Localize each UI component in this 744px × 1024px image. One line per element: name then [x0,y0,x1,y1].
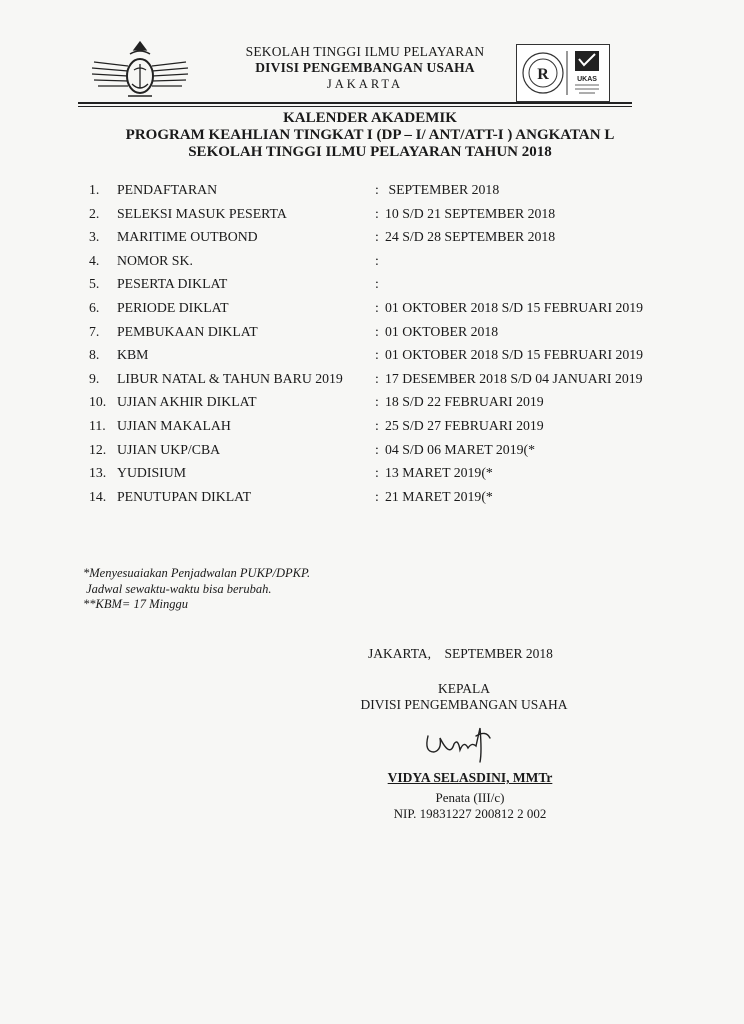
schedule-value: 13 MARET 2019(* [385,465,493,481]
svg-text:UKAS: UKAS [577,76,597,83]
schedule-label: UJIAN MAKALAH [117,417,231,433]
schedule-colon: : [375,182,379,197]
schedule-row [89,225,689,249]
schedule-label: MARITIME OUTBOND [117,229,258,245]
schedule-colon: : [375,323,379,339]
schedule-number: 4. [89,252,100,268]
schedule-number: 12. [89,441,107,457]
footnote-3: **KBM= 17 Minggu [83,597,188,611]
schedule-colon: : [375,276,379,292]
schedule-colon: : [375,252,379,268]
schedule-label: PENUTUPAN DIKLAT [117,488,252,504]
schedule-number: 14. [89,488,107,504]
schedule-value: 01 OKTOBER 2018 S/D 15 FEBRUARI 2019 [385,347,644,363]
position-title: KEPALA [437,681,490,696]
footnote-1: *Menyesuaiakan Penjadwalan PUKP/DPKP. [83,566,311,580]
schedule-value: 10 S/D 21 SEPTEMBER 2018 [385,205,556,221]
schedule-list [89,178,689,508]
schedule-colon: : [375,205,379,221]
position-division: DIVISI PENGEMBANGAN USAHA [360,697,568,712]
schedule-value: 24 S/D 28 SEPTEMBER 2018 [385,229,556,245]
schedule-row [89,320,689,344]
place-date: JAKARTA, SEPTEMBER 2018 [368,646,553,661]
schedule-label: SELEKSI MASUK PESERTA [117,205,287,221]
schedule-row [89,296,689,320]
city-name: JAKARTA [326,77,404,91]
schedule-colon: : [375,488,379,504]
schedule-row [89,343,689,367]
schedule-label: PESERTA DIKLAT [117,276,228,292]
schedule-row [89,485,689,509]
signatory-position [354,681,574,713]
schedule-colon: : [375,441,379,457]
institution-name: SEKOLAH TINGGI ILMU PELAYARAN [245,44,485,59]
header-rule-thin [78,106,632,107]
schedule-value: 18 S/D 22 FEBRUARI 2019 [385,394,544,410]
schedule-label: LIBUR NATAL & TAHUN BARU 2019 [117,370,343,386]
schedule-colon: : [375,299,379,315]
title-line-3: SEKOLAH TINGGI ILMU PELAYARAN TAHUN 2018 [188,144,552,160]
title-line-2: PROGRAM KEAHLIAN TINGKAT I (DP – I/ ANT/ATT-I ) ANGKATAN L [125,127,615,143]
schedule-row [89,390,689,414]
schedule-number: 11. [89,417,106,433]
schedule-row [89,367,689,391]
title-line-1: KALENDER AKADEMIK [283,110,457,126]
schedule-label: NOMOR SK. [117,252,193,268]
schedule-number: 9. [89,370,100,386]
signatory-nip: NIP. 19831227 200812 2 002 [393,806,547,821]
schedule-value: 04 S/D 06 MARET 2019(* [385,441,535,457]
schedule-label: PEMBUKAAN DIKLAT [117,323,258,339]
header-rule-thick [78,102,632,104]
schedule-colon: : [375,370,379,386]
document-title [70,110,670,161]
schedule-number: 2. [89,205,100,221]
schedule-value: 01 OKTOBER 2018 S/D 15 FEBRUARI 2019 [385,299,644,315]
schedule-label: PERIODE DIKLAT [117,299,229,315]
schedule-label: YUDISIUM [117,465,186,481]
footnote-2: Jadwal sewaktu-waktu bisa berubah. [83,581,272,596]
schedule-number: 6. [89,299,100,315]
signatory-rank: Penata (III/c) [435,790,505,805]
schedule-value: SEPTEMBER 2018 [385,182,500,197]
schedule-colon: : [375,347,379,363]
schedule-number: 13. [89,465,107,481]
schedule-number: 8. [89,347,100,363]
schedule-number: 1. [89,182,100,197]
schedule-row [89,272,689,296]
schedule-number: 7. [89,323,100,339]
signatory-name: VIDYA SELASDINI, MMTr [387,770,553,785]
schedule-row [89,202,689,226]
iso-cert-icon [517,45,609,101]
schedule-colon: : [375,417,379,433]
schedule-number: 5. [89,276,100,292]
schedule-value: 21 MARET 2019(* [385,488,493,504]
schedule-colon: : [375,465,379,481]
svg-text:R: R [537,66,549,83]
schedule-label: UJIAN AKHIR DIKLAT [117,394,257,410]
schedule-row [89,461,689,485]
schedule-label: PENDAFTARAN [117,182,218,197]
schedule-value: 01 OKTOBER 2018 [385,323,499,339]
schedule-row [89,438,689,462]
institution-logo [84,40,196,102]
schedule-number: 10. [89,394,107,410]
handwritten-signature [420,722,500,766]
schedule-row [89,178,689,202]
schedule-colon: : [375,229,379,245]
schedule-number: 3. [89,229,100,245]
schedule-value: 17 DESEMBER 2018 S/D 04 JANUARI 2019 [385,370,643,386]
letterhead [200,44,530,92]
footnotes [83,566,310,613]
schedule-row [89,414,689,438]
schedule-label: KBM [117,347,149,363]
schedule-colon: : [375,394,379,410]
schedule-value: 25 S/D 27 FEBRUARI 2019 [385,417,544,433]
certification-badge [516,44,610,102]
schedule-label: UJIAN UKP/CBA [117,441,221,457]
schedule-row [89,249,689,273]
division-name: DIVISI PENGEMBANGAN USAHA [255,60,475,75]
